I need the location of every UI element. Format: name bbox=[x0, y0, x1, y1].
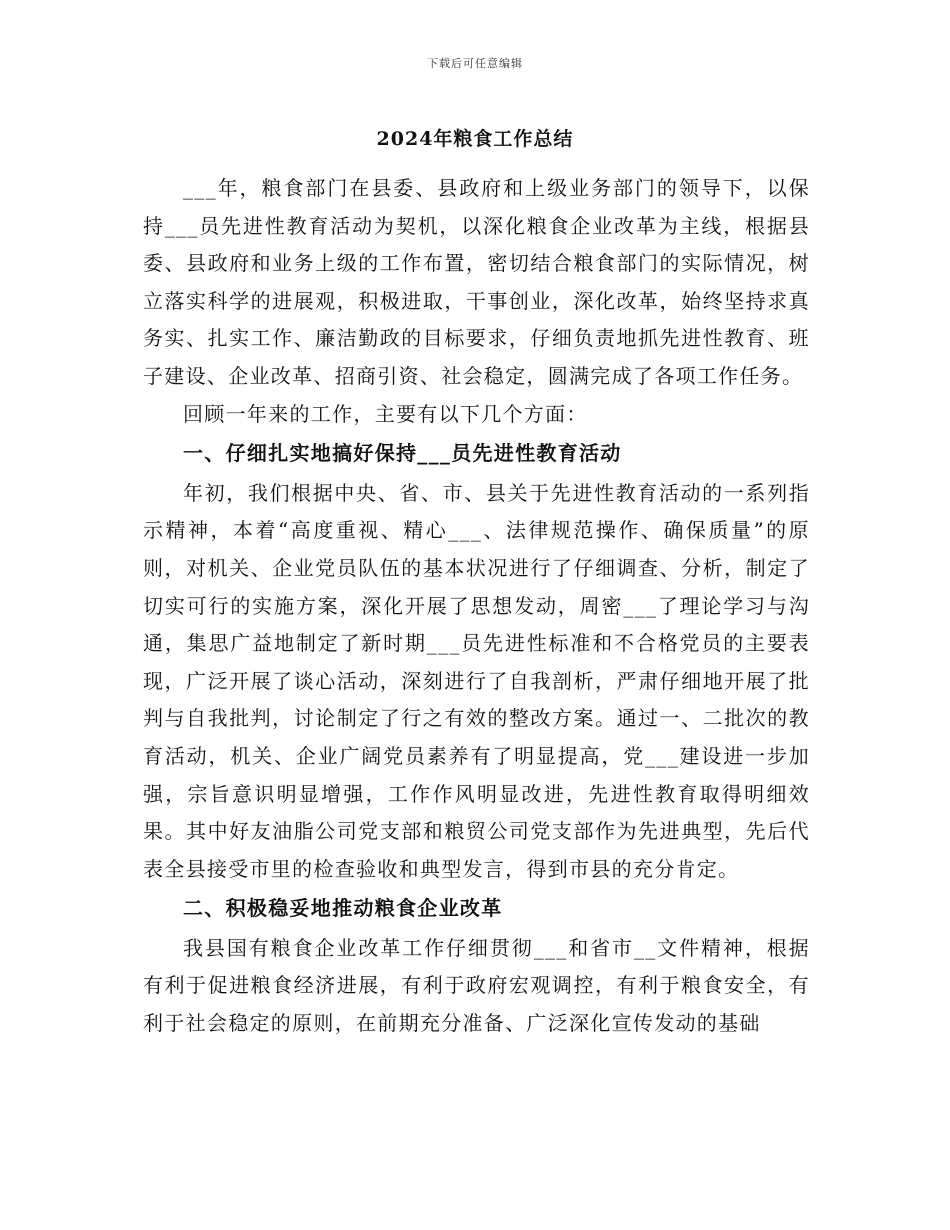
document-title: 2024年粮食工作总结 bbox=[376, 128, 574, 150]
intro-paragraph: ___年，粮食部门在县委、县政府和上级业务部门的领导下，以保持___员先进性教育活动为契机，以深化粮食企业改革为主线，根据县委、县政府和业务上级的工作布置，密切结合粮食部门的实际情况，树立落实科学的进展观，积极进取，干事创业，深化改革，始终坚持求真务实、扎实工作、廉洁勤政的目标要求，仔细负责地抓先进性教育、班子建设、企业改革、招商引资、社会稳定，圆满完成了各项工作任务。 bbox=[143, 176, 810, 388]
review-paragraph: 回顾一年来的工作，主要有以下几个方面： bbox=[183, 401, 588, 426]
section-1-heading: 一、仔细扎实地搞好保持___员先进性教育活动 bbox=[183, 441, 622, 466]
section-1-paragraph: 年初，我们根据中央、省、市、县关于先进性教育活动的一系列指示精神，本着“高度重视、精心___、法律规范操作、确保质量”的原则，对机关、企业党员队伍的基本状况进行了仔细调查、分析，制定了切实可行的实施方案，深化开展了思想发动，周密___了理论学习与沟通，集思广益地制定了新时期___员先进性标准和不合格党员的主要表现，广泛开展了谈心活动，深刻进行了自我剖析，严肃仔细地开展了批判与自我批判，讨论制定了行之有效的整改方案。通过一、二批次的教育活动，机关、企业广阔党员素养有了明显提高，党___建设进一步加强，宗旨意识明显增强，工作作风明显改进，先进性教育取得明细效果。其中好友油脂公司党支部和粮贸公司党支部作为先进典型，先后代表全县接受市里的检查验收和典型发言，得到市县的充分肯定。 bbox=[143, 480, 810, 881]
document-body bbox=[143, 170, 810, 1043]
header-note: 下载后可任意编辑 bbox=[427, 57, 523, 70]
section-2-heading: 二、积极稳妥地推动粮食企业改革 bbox=[183, 896, 503, 921]
section-2-paragraph: 我县国有粮食企业改革工作仔细贯彻___和省市__文件精神，根据有利于促进粮食经济进展，有利于政府宏观调控，有利于粮食安全，有利于社会稳定的原则，在前期充分准备、广泛深化宣传发动的基础 bbox=[143, 935, 810, 1036]
